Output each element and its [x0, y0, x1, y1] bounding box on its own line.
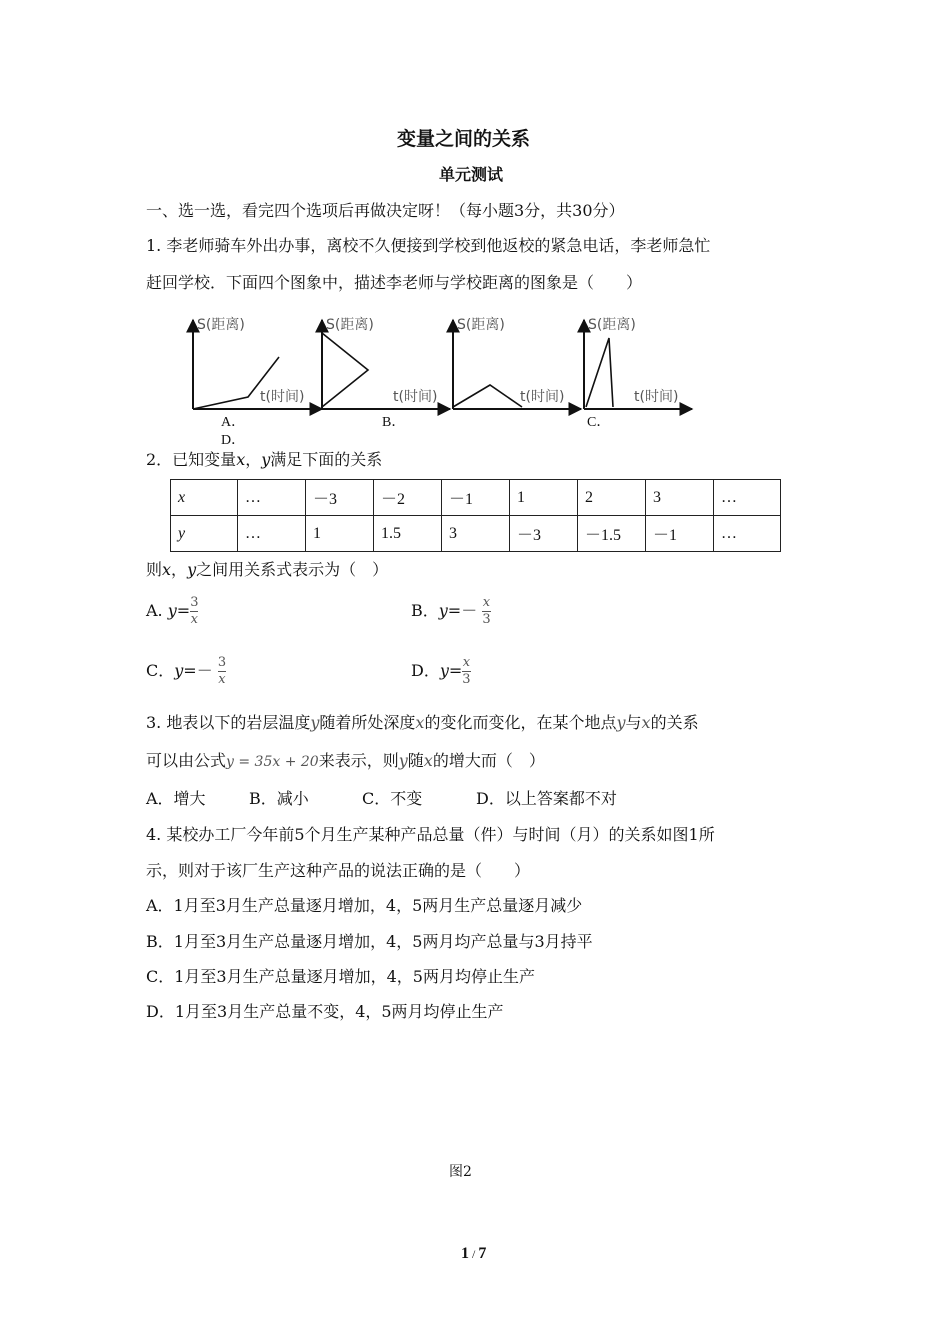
table-cell: y [171, 516, 238, 552]
q4-option-c: C．1月至3月生产总量逐月增加，4，5两月均停止生产 [146, 967, 535, 986]
table-cell: －1.5 [578, 516, 646, 552]
q2-question: 则x，y之间用关系式表示为（ ） [146, 560, 389, 579]
q3-line1: 3. 地表以下的岩层温度y随着所处深度x的变化而变化，在某个地点y与x的关系 [146, 713, 699, 732]
q4-line1: 4. 某校办工厂今年前5个月生产某种产品总量（件）与时间（月）的关系如图1所 [146, 825, 715, 844]
q3-option-a: A．增大 [146, 789, 206, 808]
graph-c-y-label: S(距离) [588, 317, 636, 333]
graph-c-curve [586, 338, 613, 407]
page-title: 变量之间的关系 [397, 128, 531, 150]
q3-formula: y = 35x + 20 [226, 754, 319, 770]
q4-option-a: A．1月至3月生产总量逐月增加，4，5两月生产总量逐月减少 [146, 896, 583, 915]
q2-option-b: B．y=－ $\frac{x}{3}$ [411, 595, 491, 627]
q4-line2: 示，则对于该厂生产这种产品的说法正确的是（ ） [146, 861, 531, 880]
q3-option-d: D．以上答案都不对 [476, 789, 617, 808]
page-subtitle: 单元测试 [439, 165, 504, 184]
table-cell: … [714, 480, 781, 516]
graph-b [322, 317, 450, 430]
page-number: 1 / 7 [461, 1245, 487, 1262]
figure-caption: 图2 [449, 1164, 472, 1180]
table-cell: 3 [646, 480, 714, 516]
graph-a-option-label: A． [221, 415, 246, 430]
table-cell: 1 [306, 516, 374, 552]
table-row [171, 516, 781, 552]
table-row [171, 480, 781, 516]
q4-option-d: D．1月至3月生产总量不变，4，5两月均停止生产 [146, 1002, 504, 1021]
q1-graphs [0, 305, 950, 455]
graph-b-y-label: S(距离) [326, 317, 374, 333]
graph-third-x-label: t(时间) [520, 389, 565, 405]
graph-third-curve [453, 385, 522, 407]
table-cell: … [714, 516, 781, 552]
graph-c [584, 317, 692, 430]
table-cell: … [238, 480, 306, 516]
q3-option-b: B．减小 [249, 789, 309, 808]
q2-option-d: D．y= $\frac{x}{3}$ [411, 655, 471, 687]
table-cell: … [238, 516, 306, 552]
table-cell: －1 [442, 480, 510, 516]
section-heading: 一、选一选，看完四个选项后再做决定呀！（每小题3分，共30分） [146, 201, 625, 220]
table-cell: 2 [578, 480, 646, 516]
graph-a-y-label: S(距离) [197, 317, 245, 333]
table-cell: －2 [374, 480, 442, 516]
q2-option-c: C．y=－ $\frac{3}{x}$ [146, 655, 227, 687]
graph-b-x-label: t(时间) [393, 389, 438, 405]
graph-b-option-label: B． [382, 415, 406, 430]
graph-a-x-label: t(时间) [260, 389, 305, 405]
table-cell: －3 [510, 516, 578, 552]
table-cell: －1 [646, 516, 714, 552]
q1-line2: 赶回学校．下面四个图象中，描述李老师与学校距离的图象是（ ） [146, 273, 643, 292]
q3-line2: 可以由公式y = 35x + 20来表示，则y随x的增大而（ ） [146, 751, 545, 770]
graph-b-curve [322, 333, 368, 407]
q2-option-a: A. y= $\frac{3}{x}$ [146, 595, 199, 627]
q1-line1: 1. 李老师骑车外出办事，离校不久便接到学校到他返校的紧急电话，李老师急忙 [146, 236, 711, 255]
graph-a [193, 317, 322, 448]
table-cell: 3 [442, 516, 510, 552]
q2-stem: 2．已知变量x，y满足下面的关系 [146, 450, 383, 469]
graph-c-option-label: C． [587, 415, 611, 430]
table-cell: 1.5 [374, 516, 442, 552]
table-cell: －3 [306, 480, 374, 516]
q3-option-c: C．不变 [362, 789, 423, 808]
graph-c-x-label: t(时间) [634, 389, 679, 405]
q4-option-b: B．1月至3月生产总量逐月增加，4，5两月均产总量与3月持平 [146, 932, 593, 951]
table-cell: x [171, 480, 238, 516]
graph-a-option-label-wrap: D． [221, 433, 246, 448]
q2-table [170, 479, 781, 552]
graph-third-y-label: S(距离) [457, 317, 505, 333]
table-cell: 1 [510, 480, 578, 516]
graph-third [453, 317, 581, 409]
